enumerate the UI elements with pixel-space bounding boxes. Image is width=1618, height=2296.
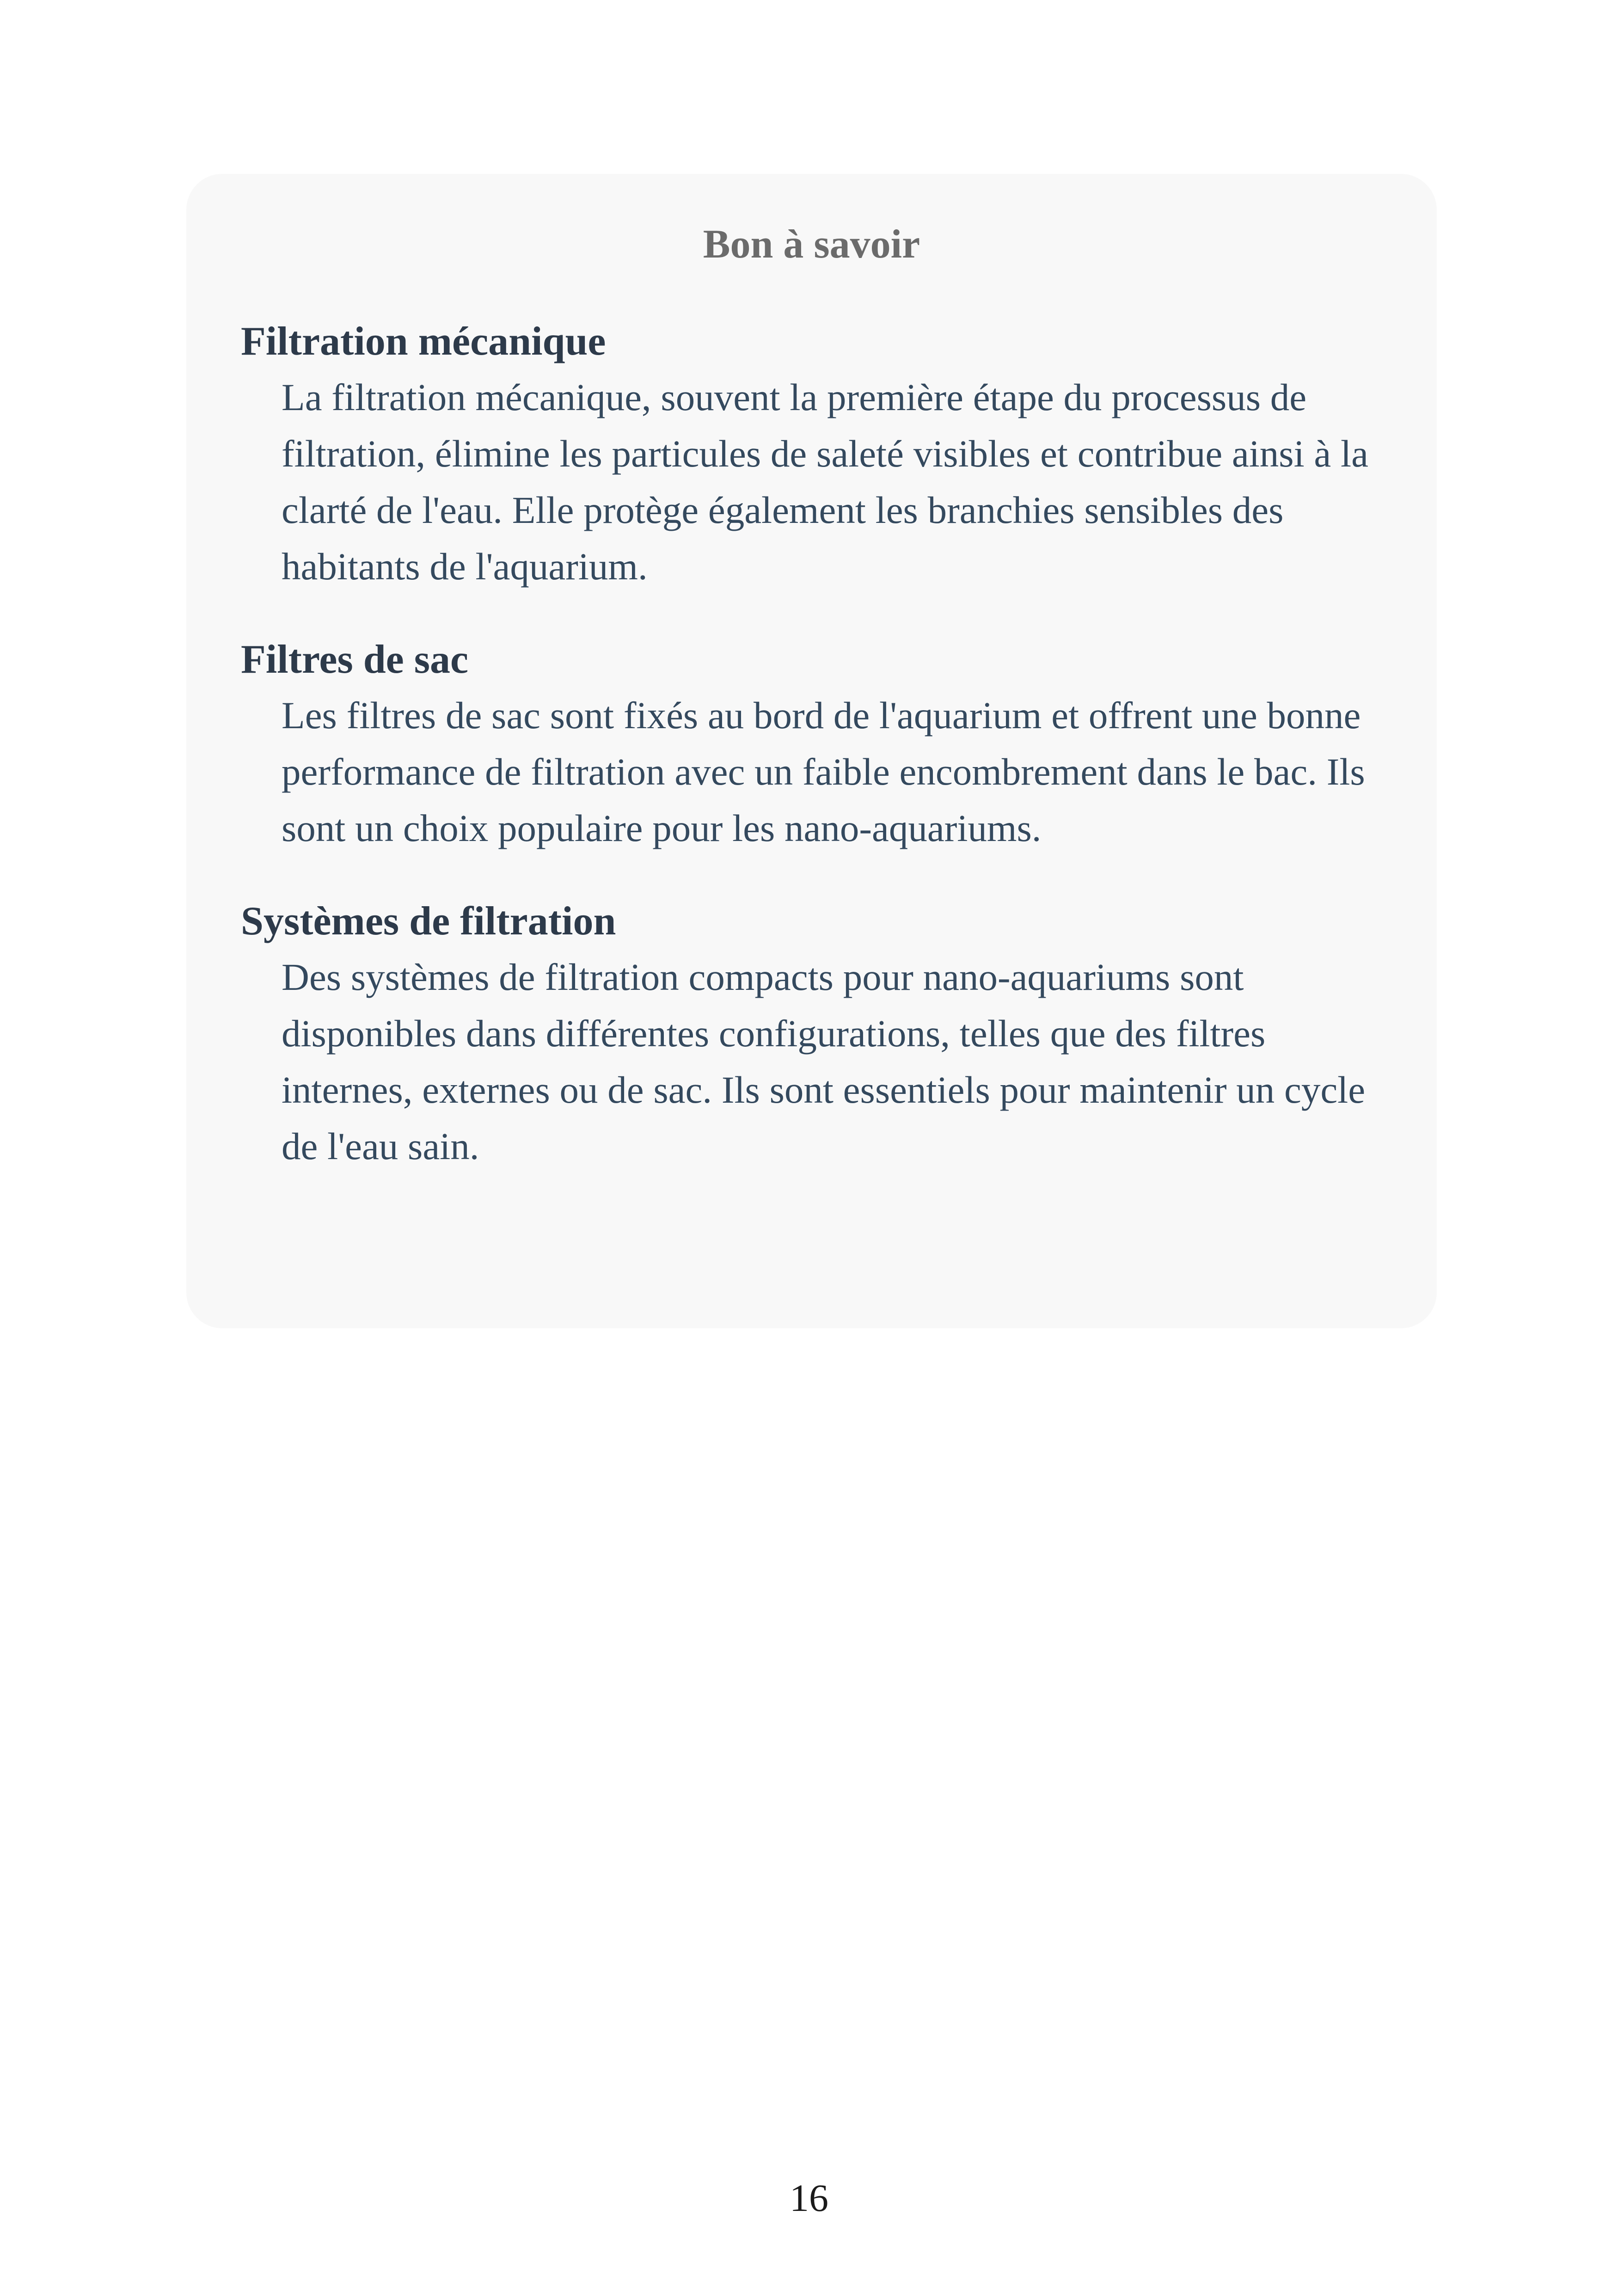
page-number: 16 [790, 2177, 828, 2220]
glossary-term: Systèmes de filtration [241, 899, 616, 944]
glossary-term: Filtres de sac [241, 637, 469, 682]
glossary-section-filtration-systems [241, 894, 1382, 1174]
info-box-title: Bon à savoir [703, 222, 920, 267]
glossary-term: Filtration mécanique [241, 319, 606, 364]
glossary-definition: La filtration mécanique, souvent la première étape du processus de filtration, élimine les particules de saleté visibles et contribue ainsi à la clarté de l'eau. Elle protège également les branchies sensibles des habitants de l'aquarium. [282, 376, 1368, 588]
info-box [186, 174, 1437, 1328]
glossary-definition: Des systèmes de filtration compacts pour nano-aquariums sont disponibles dans différentes configurations, telles que des filtres internes, externes ou de sac. Ils sont essentiels pour maintenir un cycle de l'eau sain. [282, 956, 1366, 1167]
glossary-definition: Les filtres de sac sont fixés au bord de l'aquarium et offrent une bonne performance de filtration avec un faible encombrement dans le bac. Ils sont un choix populaire pour les nano-aquariums. [282, 694, 1365, 849]
glossary-section-mechanical-filtration [241, 314, 1382, 595]
glossary-section-bag-filters [241, 632, 1382, 856]
